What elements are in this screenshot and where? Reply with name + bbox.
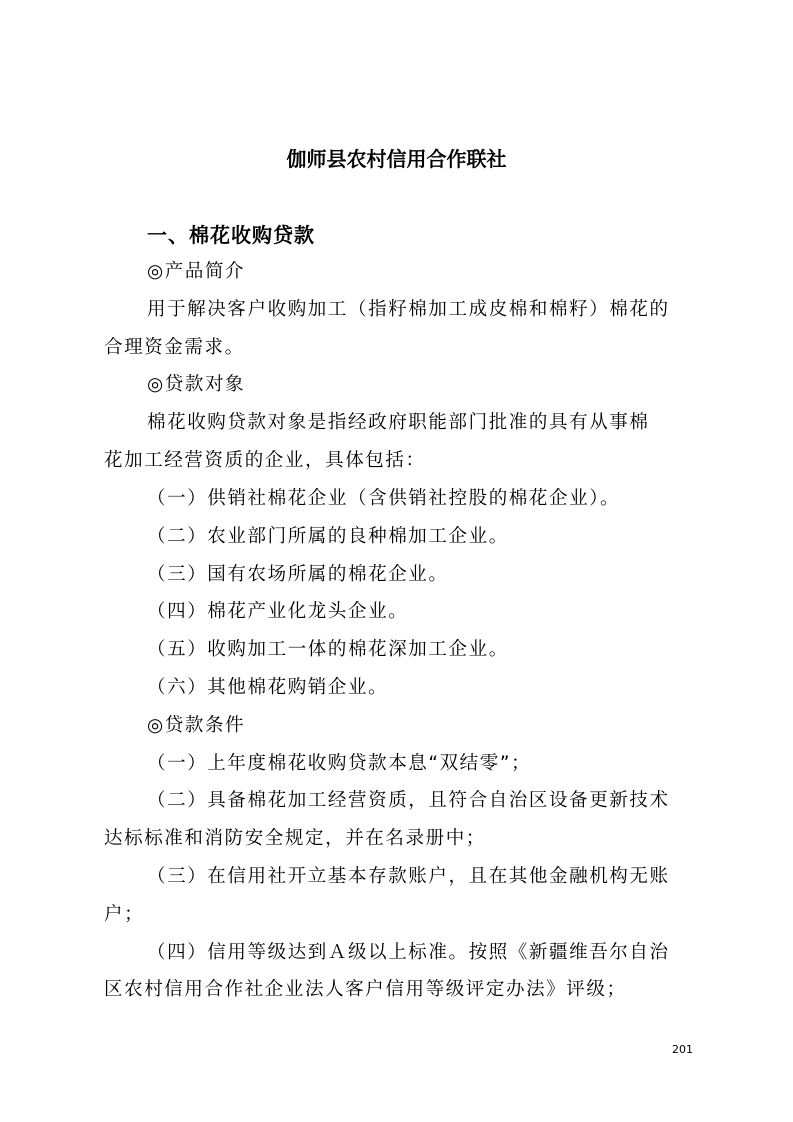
subheading-loan-conditions: ◎贷款条件 [147, 715, 246, 736]
subheading-loan-target: ◎贷款对象 [147, 374, 246, 395]
paragraph-line: 棉花收购贷款对象是指经政府职能部门批准的具有从事棉 [147, 412, 650, 433]
document-title: 伽师县农村信用合作联社 [286, 147, 507, 171]
paragraph-line: 达标标准和消防安全规定，并在名录册中； [104, 828, 486, 849]
subheading-product-intro: ◎产品简介 [147, 261, 246, 282]
section-heading: 一、棉花收购贷款 [147, 223, 315, 247]
list-item: （三）国有农场所属的棉花企业。 [147, 564, 449, 585]
paragraph-line: 合理资金需求。 [104, 337, 245, 358]
list-item: （五）收购加工一体的棉花深加工企业。 [147, 639, 509, 660]
list-item: （二）具备棉花加工经营资质，且符合自治区设备更新技术 [147, 790, 670, 811]
list-item: （二）农业部门所属的良种棉加工企业。 [147, 526, 509, 547]
paragraph-line: 花加工经营资质的企业，具体包括： [104, 450, 426, 471]
paragraph-line: 用于解决客户收购加工（指籽棉加工成皮棉和棉籽）棉花的 [147, 299, 670, 320]
list-item: （一）上年度棉花收购贷款本息“双结零”； [147, 753, 532, 774]
page-number: 201 [672, 1043, 693, 1056]
paragraph-line: 户； [104, 904, 145, 925]
paragraph-line: 区农村信用合作社企业法人客户信用等级评定办法》评级； [104, 979, 627, 1000]
list-item: （四）信用等级达到Ａ级以上标准。按照《新疆维吾尔自治 [147, 942, 670, 963]
list-item: （一）供销社棉花企业（含供销社控股的棉花企业）。 [147, 488, 621, 509]
list-item: （三）在信用社开立基本存款账户，且在其他金融机构无账 [147, 866, 670, 887]
list-item: （六）其他棉花购销企业。 [147, 677, 389, 698]
list-item: （四）棉花产业化龙头企业。 [147, 601, 409, 622]
